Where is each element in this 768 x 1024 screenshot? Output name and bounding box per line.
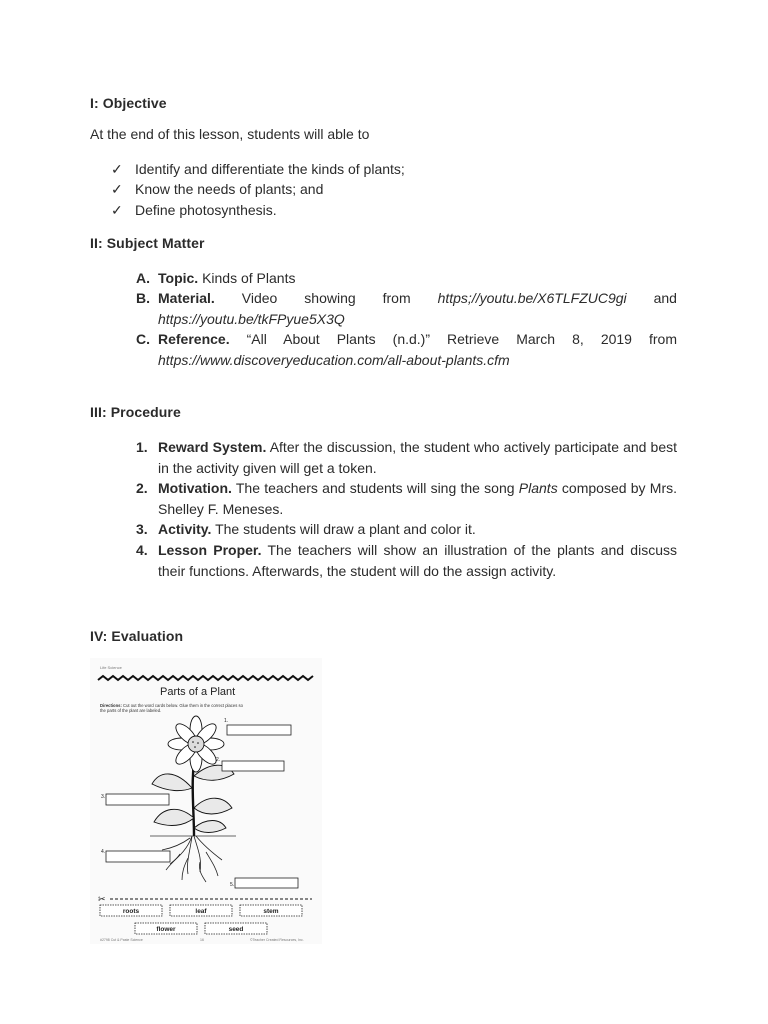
procedure-item xyxy=(136,540,677,581)
word-card-label: roots xyxy=(122,908,140,915)
item-text: The teachers and students will sing the song xyxy=(231,480,519,496)
material-link-2[interactable]: https://youtu.be/tkFPyue5X3Q xyxy=(158,310,345,327)
worksheet-header: Life Science xyxy=(100,665,122,670)
item-word: and xyxy=(653,290,677,306)
procedure-item xyxy=(136,519,677,540)
procedure-item xyxy=(136,478,677,519)
item-marker: C. xyxy=(136,331,150,347)
label-box xyxy=(106,851,170,862)
item-marker: 2. xyxy=(136,480,148,496)
word-card-label: leaf xyxy=(195,908,207,915)
label-number: 3. xyxy=(101,794,106,800)
objective-item xyxy=(111,181,323,198)
scissors-icon: ✂ xyxy=(98,895,106,905)
item-label: Reward System. xyxy=(158,439,267,455)
worksheet-image xyxy=(90,658,322,944)
label-number: 2. xyxy=(216,757,221,763)
item-label: Lesson Proper. xyxy=(158,542,262,558)
directions-text: Cut out the word cards below. Glue them in the correct places so xyxy=(121,703,243,708)
procedure-heading: III: Procedure xyxy=(90,404,181,420)
objective-item-text: Identify and differentiate the kinds of plants; xyxy=(135,161,405,177)
subject-matter-heading: II: Subject Matter xyxy=(90,235,205,251)
worksheet-footer-left: #2798 Cut & Paste Science xyxy=(100,938,143,942)
word-card-label: stem xyxy=(263,908,279,915)
item-word: showing xyxy=(304,290,356,306)
item-word: Video xyxy=(241,290,278,306)
item-word: from xyxy=(382,290,411,306)
item-label: Motivation. xyxy=(158,480,232,496)
objective-item xyxy=(111,161,405,178)
objective-item xyxy=(111,202,277,219)
item-marker: 1. xyxy=(136,439,148,455)
item-marker: 4. xyxy=(136,542,148,558)
objective-item-text: Know the needs of plants; and xyxy=(135,181,324,197)
worksheet-footer-right: ©Teacher Created Resources, Inc. xyxy=(250,938,304,942)
objective-heading: I: Objective xyxy=(90,95,167,111)
objective-intro: At the end of this lesson, students will able to xyxy=(90,126,370,142)
item-text: After the discussion, the student who actively participate and best in the activity given will get a token. xyxy=(158,439,677,476)
label-box xyxy=(222,761,284,771)
checkmark-icon: ✓ xyxy=(111,181,123,197)
worksheet-footer-page: 16 xyxy=(200,938,204,942)
word-card-label: flower xyxy=(156,926,176,933)
item-marker: B. xyxy=(136,290,150,306)
label-number: 5. xyxy=(230,882,235,888)
subject-matter-item-topic xyxy=(136,268,677,289)
item-label: Reference. xyxy=(158,331,230,347)
parts-of-a-plant-worksheet xyxy=(90,658,322,944)
directions-label: Directions: xyxy=(100,703,122,708)
material-link-1[interactable]: https;//youtu.be/X6TLFZUC9gi xyxy=(437,290,627,306)
word-card-label: seed xyxy=(228,926,244,933)
subject-matter-item-reference xyxy=(136,329,677,370)
item-text: “All About Plants (n.d.)” Retrieve March 8, 2019 from xyxy=(229,331,677,347)
worksheet-title: Parts of a Plant xyxy=(160,686,236,698)
item-marker: 3. xyxy=(136,521,148,537)
label-number: 4. xyxy=(101,849,106,855)
item-marker: A. xyxy=(136,270,150,286)
item-label: Material. xyxy=(158,290,215,306)
label-box xyxy=(106,794,169,805)
item-label: Activity. xyxy=(158,521,212,537)
objective-item-text: Define photosynthesis. xyxy=(135,202,277,218)
item-text: The students will draw a plant and color it. xyxy=(211,521,476,537)
label-box xyxy=(227,725,291,735)
procedure-item xyxy=(136,437,677,478)
item-text: The teachers will show an illustration of the plants and discuss their functions. Afterwards, the student will do the assign activity. xyxy=(158,542,677,579)
checkmark-icon: ✓ xyxy=(111,202,123,218)
checkmark-icon: ✓ xyxy=(111,161,123,177)
item-label: Topic. xyxy=(158,270,199,286)
label-number: 1. xyxy=(224,718,229,724)
evaluation-heading: IV: Evaluation xyxy=(90,628,184,644)
item-text: Kinds of Plants xyxy=(198,270,296,286)
song-title: Plants xyxy=(518,480,558,496)
directions-text-2: the parts of the plant are labeled. xyxy=(100,708,162,713)
item-text: composed by Mrs. Shelley F. Meneses. xyxy=(158,480,677,517)
reference-link[interactable]: https://www.discoveryeducation.com/all-about-plants.cfm xyxy=(158,351,510,368)
subject-matter-item-material xyxy=(136,288,677,329)
label-box xyxy=(235,878,298,888)
